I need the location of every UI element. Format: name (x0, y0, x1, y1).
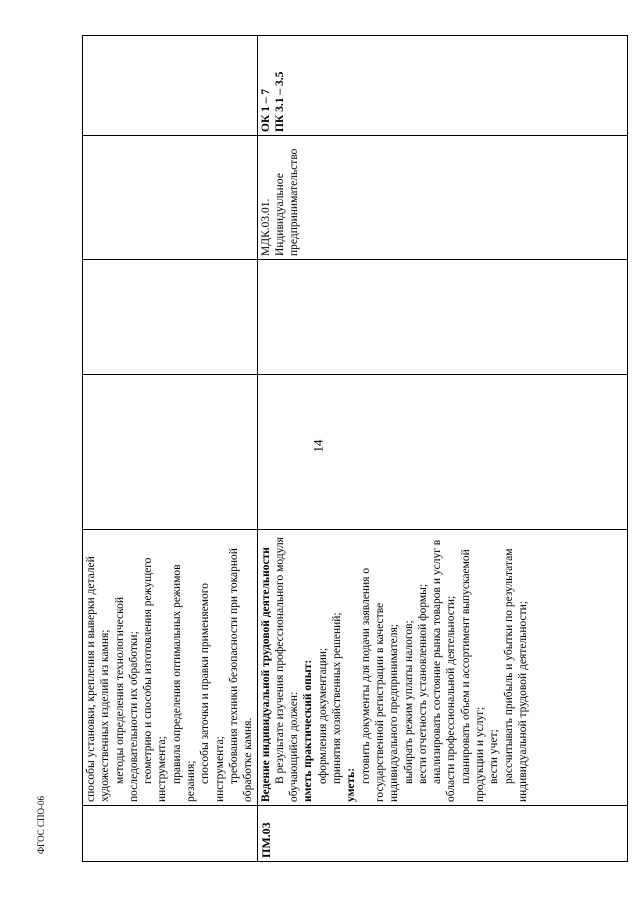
text-line: вести учет; (488, 729, 501, 784)
table-row (257, 36, 627, 862)
description-cell (83, 530, 258, 806)
text-line: принятия хозяйственных решений; (331, 612, 344, 784)
standard-table-sheet (82, 36, 628, 862)
text-line: вести отчетность установленной формы; (416, 583, 429, 784)
footer-code: ФГОС СПО-06 (35, 796, 46, 854)
text-line: последовательности их обработки; (127, 631, 140, 802)
text-line: геометрию и способы изготовления режущего (142, 557, 155, 784)
hours-cell (257, 260, 627, 375)
competency-pk: ПК 3.1 – 3.5 (273, 71, 286, 132)
text-line: способы установки, крепления и выверки деталей (85, 556, 97, 802)
curriculum-table (82, 35, 628, 862)
mdk-cell (83, 136, 258, 260)
text-line: резания; (185, 760, 198, 802)
module-code: ПМ.03 (258, 822, 273, 858)
table-row (83, 36, 258, 862)
text-line: индивидуального предпринимателя; (388, 624, 401, 802)
text-line: методы определения технологической (113, 596, 126, 784)
competency-cell (257, 36, 627, 136)
text-line: оформления документации; (316, 647, 329, 784)
text-line: готовить документы для подачи заявления о (359, 567, 372, 784)
experience-label: иметь практический опыт: (302, 659, 315, 802)
text-line: обучающийся должен: (288, 691, 301, 802)
text-line: индивидуальной трудовой деятельности; (516, 600, 529, 802)
text-line: планировать объем и ассортимент выпускаемой (459, 549, 472, 784)
text-line: В результате изучения профессионального модуля (273, 537, 286, 784)
text-line: области профессиональной деятельности; (445, 595, 458, 802)
code-cell (83, 806, 258, 862)
competency-cell (83, 36, 258, 136)
page-number: 14 (310, 439, 326, 453)
text-line: продукции и услуг; (474, 706, 487, 802)
text-line: способы заточки и правки применяемого (199, 583, 212, 784)
text-line: государственной регистрации в качестве (373, 602, 386, 802)
competency-ok: ОК 1 – 7 (259, 88, 272, 132)
mdk-code: МДК.03.01. (259, 198, 272, 256)
text-line: анализировать состояние рынка товаров и услуг в (431, 539, 444, 784)
hours-cell (83, 375, 258, 530)
code-cell (257, 806, 627, 862)
text-line: выбирать режим уплаты налогов; (402, 620, 415, 784)
text-line: рассчитывать прибыль и убытки по результатам (502, 548, 515, 784)
text-line: требования техники безопасности при токарной (227, 548, 240, 784)
mdk-title: предпринимательство (288, 148, 301, 256)
text-line: правила определения оптимальных режимов (170, 564, 183, 784)
text-line: обработке камня. (242, 717, 255, 802)
text-line: инструмента; (156, 736, 169, 802)
hours-cell (83, 260, 258, 375)
text-line: инструмента; (213, 736, 226, 802)
hours-cell (257, 375, 627, 530)
text-line: художественных изделий из камня; (99, 629, 112, 802)
mdk-cell (257, 136, 627, 260)
description-cell (257, 530, 627, 806)
module-title: Ведение индивидуальной трудовой деятельности (259, 547, 272, 802)
mdk-title: Индивидуальное (273, 173, 286, 256)
skills-label: уметь: (345, 767, 358, 802)
